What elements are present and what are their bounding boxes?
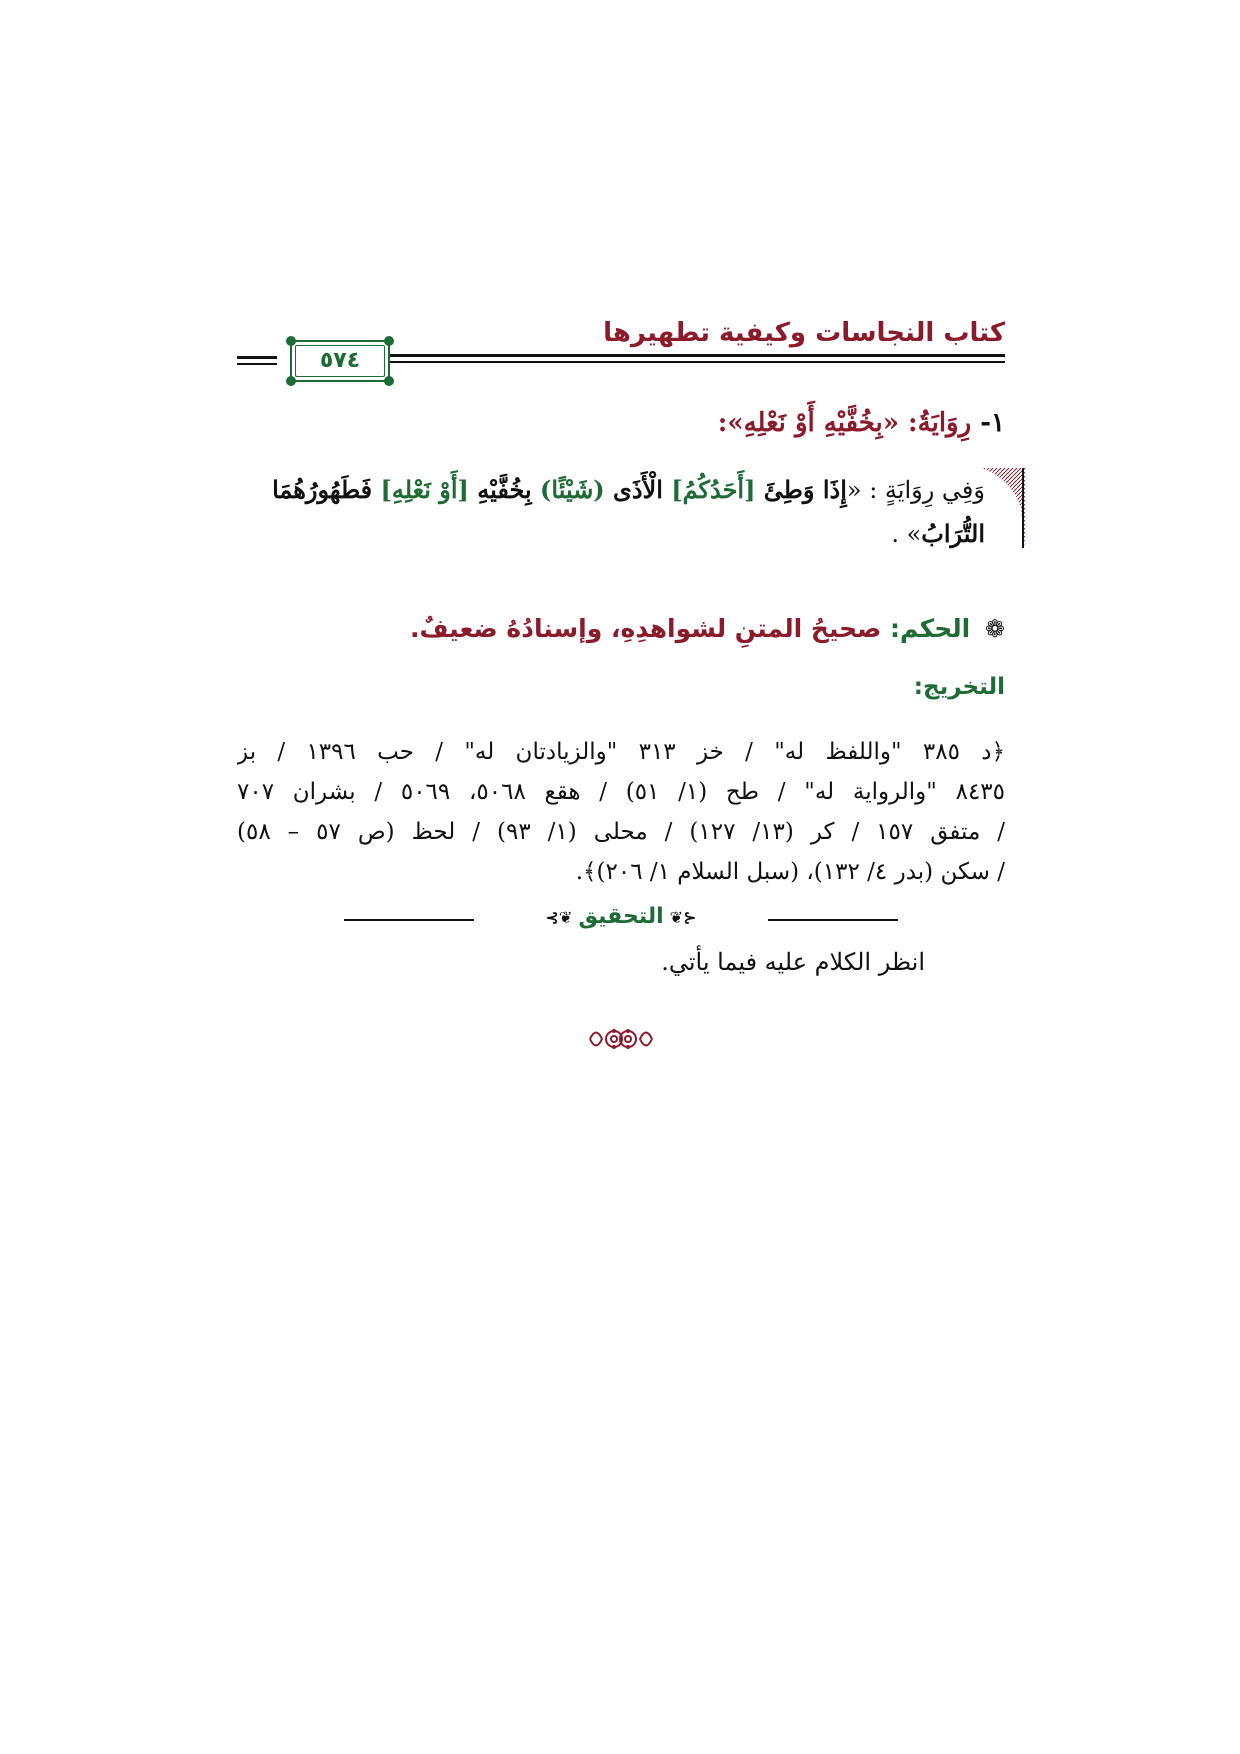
note-text: انظر الكلام عليه فيما يأتي. xyxy=(661,948,925,976)
narration-intro: وَفِي رِوَايَةٍ : « xyxy=(846,476,985,504)
corner-ornament-icon xyxy=(286,376,296,386)
reference-line: / سكن (بدر ٤/ ١٣٢)، (سبل السلام ١/ ٢٠٦)﴾. xyxy=(575,859,1005,885)
hadith-text: التُّرَابُ xyxy=(921,519,985,548)
book-page xyxy=(237,300,1005,976)
page-number: ٥٧٤ xyxy=(319,348,361,373)
corner-ornament-icon xyxy=(286,336,296,346)
hadith-text: بِخُفَّيْهِ xyxy=(468,475,541,504)
variant-paren: (شَيْئًا) xyxy=(540,475,605,504)
ruling xyxy=(410,614,1005,643)
page-header xyxy=(237,300,1005,392)
end-ornament-svg xyxy=(586,1022,656,1056)
narration-block xyxy=(237,468,1005,578)
reference-line: ٨٤٣٥ "والرواية له" / طح (١/ ٥١) / هقع ٥٠٦٨، ٥٠٦٩ / بشران ٧٠٧ xyxy=(237,779,1005,805)
tahqiq-divider xyxy=(237,904,1005,934)
flower-icon: ❁ xyxy=(984,615,1005,643)
corner-hatch-icon xyxy=(981,468,1025,548)
addition-bracket: [أَحَدُكُمُ] xyxy=(671,475,756,504)
hadith-text: الْأَذَى xyxy=(604,475,672,504)
section-heading xyxy=(718,408,1005,438)
hadith-text: فَطَهُورُهُمَا xyxy=(272,475,381,504)
header-rule xyxy=(237,356,277,359)
reference-line: ﴿د ٣٨٥ "واللفظ له" / خز ٣١٣ "والزيادتان له" / حب ١٣٩٦ / بز xyxy=(237,739,1005,765)
page-number-frame xyxy=(290,340,390,382)
ruling-text: صحيحُ المتنِ لشواهدِهِ، وإسنادُهُ ضعيفٌ. xyxy=(409,614,882,643)
takhrij-references xyxy=(237,732,1005,892)
tahqiq-title: التحقيق xyxy=(578,904,664,929)
header-rule xyxy=(387,354,1005,357)
takhrij-heading: التخريج: xyxy=(913,674,1005,700)
divider-ornament-icon: ⊰❦ xyxy=(669,908,697,927)
header-rule xyxy=(387,361,1005,363)
header-rule xyxy=(237,363,277,365)
narration-line xyxy=(237,514,985,554)
narration-line xyxy=(237,470,985,510)
narration-end: » . xyxy=(891,520,922,548)
reference-line: / متفق ١٥٧ / كر (١٣/ ١٢٧) / محلى (١/ ٩٣) / لحظ (ص ٥٧ – ٥٨) xyxy=(237,819,1005,845)
ruling-label: الحكم: xyxy=(890,614,971,643)
book-title: كتاب النجاسات وكيفية تطهيرها xyxy=(603,318,1005,348)
tahqiq-heading xyxy=(237,904,1005,929)
hadith-text: إِذَا وَطِئَ xyxy=(755,475,847,504)
corner-ornament-icon xyxy=(384,336,394,346)
section-number: ١- xyxy=(980,408,1005,438)
corner-ornament-icon xyxy=(384,376,394,386)
section-title: رِوَايَةُ: «بِخُفَّيْهِ أَوْ نَعْلِهِ»: xyxy=(717,408,972,438)
addition-bracket: [أَوْ نَعْلِهِ] xyxy=(380,475,469,504)
end-ornament-icon xyxy=(237,1022,1005,1060)
divider-ornament-icon: ❦⊱ xyxy=(545,908,573,927)
